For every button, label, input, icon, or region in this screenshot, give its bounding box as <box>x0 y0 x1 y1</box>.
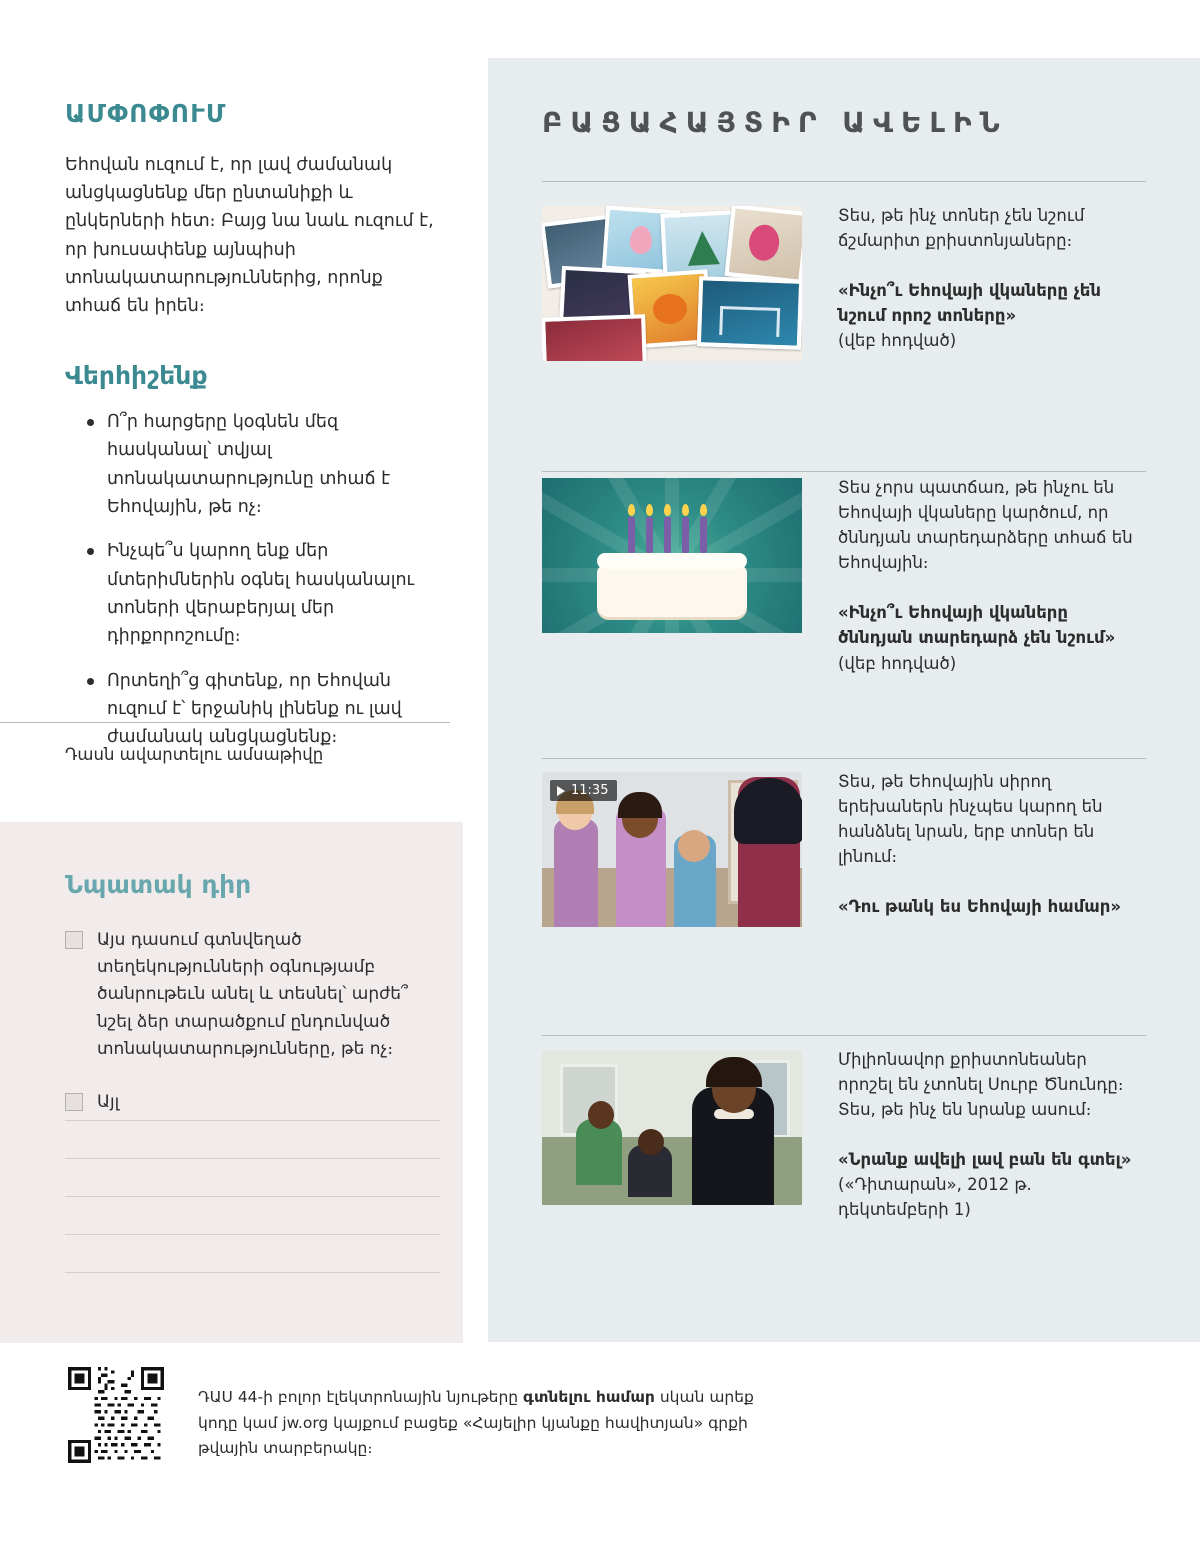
list-item: Ո՞ր հարցերը կօգնեն մեզ հասկանալ՝ տվյալ տոնակատարությունը տհաճ է Եհովային, թե ոչ։ <box>87 408 435 521</box>
item-intro: Տես, թե Եհովային սիրող երեխաներն ինչպես կարող են հանձնել նրան, երբ տոներ են լինում։ <box>838 772 1103 867</box>
flame-icon <box>664 504 671 516</box>
flame-icon <box>628 504 635 516</box>
goal-checkbox-row-2[interactable] <box>65 1089 440 1116</box>
resource-item-3[interactable] <box>542 772 1146 962</box>
footer-text <box>198 1385 758 1462</box>
ruled-line <box>65 1234 440 1235</box>
collage-art <box>542 206 802 361</box>
person <box>554 819 598 927</box>
children-video-thumbnail[interactable] <box>542 772 802 927</box>
summary-heading: ԱՄՓՈՓՈՒՄ <box>65 99 227 128</box>
cake-frosting <box>597 553 747 569</box>
ruled-line <box>65 1158 440 1159</box>
resource-item-4[interactable] <box>542 1050 1146 1240</box>
goal-checkbox-row-1[interactable] <box>65 927 440 1063</box>
ruled-line <box>65 1196 440 1197</box>
item-intro: Տես չորս պատճառ, թե ինչու են Եհովայի վկաները կարծում, որ ծննդյան տարեդարձերը տհաճ են Եհովային։ <box>838 478 1133 573</box>
qr-code-icon[interactable] <box>68 1367 164 1463</box>
explore-more-panel <box>488 58 1200 1342</box>
explore-more-title: ԲԱՑԱՀԱՅՏԻՐ ԱՎԵԼԻՆ <box>542 106 1008 139</box>
holiday-cards-collage-thumbnail[interactable] <box>542 206 802 361</box>
play-icon[interactable] <box>557 786 565 796</box>
birthday-cake-thumbnail[interactable] <box>542 478 802 633</box>
photo-card <box>724 206 802 284</box>
item-intro: Տես, թե ինչ տոներ չեն նշում ճշմարիտ քրիստոնյաները։ <box>838 206 1085 251</box>
candle-icon <box>700 517 707 553</box>
checkbox-icon[interactable] <box>65 1093 83 1111</box>
resource-item-3-text <box>838 769 1146 919</box>
item-title-link[interactable]: «Ինչո՞ւ Եհովայի վկաները ծննդյան տարեդարձ չեն նշում» <box>838 603 1116 648</box>
review-heading: Վերհիշենք <box>65 360 208 390</box>
separator <box>542 758 1146 759</box>
separator <box>542 1035 1146 1036</box>
checkbox-icon[interactable] <box>65 931 83 949</box>
resource-item-2[interactable] <box>542 478 1146 678</box>
summary-text: Եհովան ուզում է, որ լավ ժամանակ անցկացնենք մեր ընտանիքի և ընկերների հետ։ Բայց նա նաև ուզում է, որ խուսափենք այնպիսի տոնակատարություններից, որոնք տհաճ են իրեն։ <box>65 154 434 317</box>
assignment-date-label: Դասն ավարտելու ամսաթիվը <box>65 745 324 764</box>
flame-icon <box>682 504 689 516</box>
background-person-head <box>638 1129 664 1155</box>
footer-text-part-2: սկան արեք կոդը կամ jw.org կայքում բացեք «Հայելիր կյանքը հավիտյան» գրքի թվային տարբերակը։ <box>198 1388 754 1458</box>
menorah-icon <box>719 306 780 337</box>
video-duration: 11:35 <box>571 783 609 798</box>
cake-art <box>542 478 802 633</box>
ruled-line <box>65 1272 440 1273</box>
easter-egg-icon <box>629 225 653 254</box>
cake-body <box>597 565 747 617</box>
flame-icon <box>700 504 707 516</box>
footer-text-part-1: ԴԱՍ 44-ի բոլոր էլեկտրոնային նյութերը <box>198 1388 524 1406</box>
item-title-link[interactable]: «Ինչո՞ւ Եհովայի վկաները չեն նշում որոշ տոները» <box>838 281 1101 326</box>
footer-text-bold: գտնելու համար <box>523 1388 655 1406</box>
review-list <box>65 408 435 752</box>
photo-card <box>697 276 802 350</box>
list-item: Որտեղի՞ց գիտենք, որ Եհովան ուզում է՝ երջանիկ լինենք ու լավ ժամանակ անցկացնենք։ <box>87 667 435 752</box>
resource-item-2-text <box>838 475 1146 676</box>
balloon-icon <box>748 223 782 262</box>
item-note: («Դիտարան», 2012 թ. դեկտեմբերի 1) <box>838 1175 1032 1220</box>
goal-heading: Նպատակ դիր <box>65 870 252 899</box>
ruled-line <box>65 1120 440 1121</box>
item-title-link[interactable]: «Նրանք ավելի լավ բան են գտել» <box>838 1150 1132 1170</box>
goal-item-1-text: Այս դասում գտնվեղած տեղեկությունների օգնությամբ ծանրութեւն անել և տեսնել՝ արժե՞ նշել ձեր տարածքում ընդունված տոնակատարությունները, թե ոչ։ <box>97 930 408 1059</box>
goal-item-2-text: Այլ <box>97 1091 120 1112</box>
resource-item-1-text <box>838 203 1146 353</box>
footer <box>0 1343 1200 1543</box>
summary-block <box>65 100 435 768</box>
candle-icon <box>664 517 671 553</box>
item-note: (վեբ հոդված) <box>838 653 957 673</box>
christmas-tree-icon <box>686 230 720 266</box>
woman-art <box>542 1050 802 1205</box>
left-column <box>0 0 488 1343</box>
person-head <box>678 830 710 862</box>
goal-inner <box>65 870 440 1124</box>
item-intro: Միլիոնավոր քրիստոնեաներ որոշել են չտոնել Սուրբ Ծնունդը։ Տես, թե ինչ են նրանք ասում։ <box>838 1050 1124 1120</box>
background-person-head <box>588 1101 614 1129</box>
flame-icon <box>646 504 653 516</box>
woman-family-thumbnail[interactable] <box>542 1050 802 1205</box>
candle-icon <box>628 517 635 553</box>
goal-box <box>0 822 463 1343</box>
item-title-link[interactable]: «Դու թանկ ես Եհովայի համար» <box>838 897 1122 917</box>
write-in-lines[interactable] <box>65 1120 440 1310</box>
separator <box>542 181 1146 182</box>
item-note: (վեբ հոդված) <box>838 331 957 351</box>
separator <box>542 471 1146 472</box>
resource-item-4-text <box>838 1047 1146 1223</box>
video-duration-badge[interactable] <box>550 780 617 801</box>
candle-icon <box>646 517 653 553</box>
person-hair <box>734 778 802 844</box>
horizontal-divider <box>0 722 450 723</box>
candle-icon <box>682 517 689 553</box>
list-item: Ինչպե՞ս կարող ենք մեր մտերիմներին օգնել հասկանալու տոների վերաբերյալ մեր դիրքորոշումը։ <box>87 537 435 650</box>
pumpkin-icon <box>652 293 688 325</box>
resource-item-1[interactable] <box>542 206 1146 396</box>
photo-card <box>542 314 647 361</box>
